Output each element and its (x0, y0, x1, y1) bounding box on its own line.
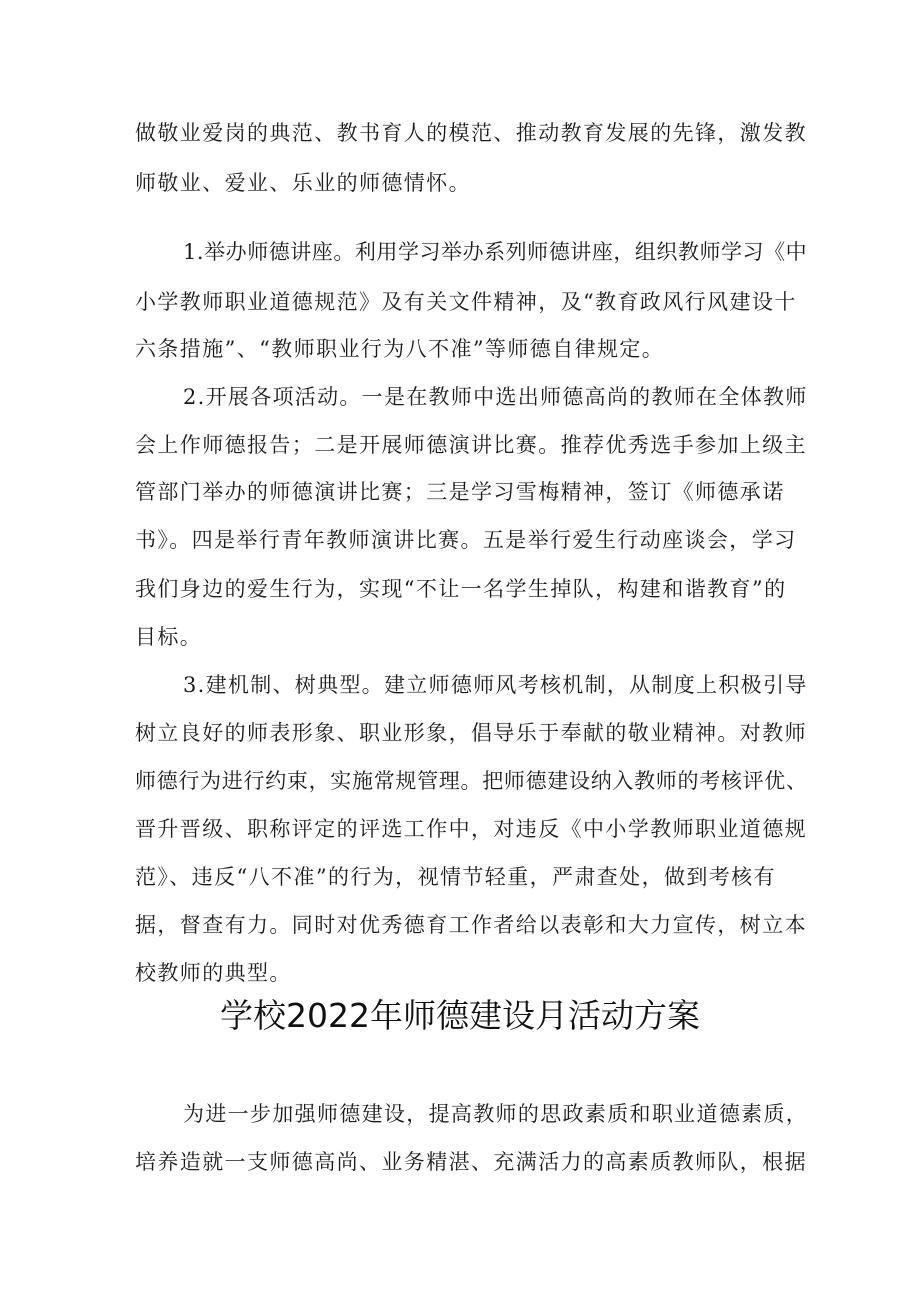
item-3-line: 据，督查有力。同时对优秀德育工作者给以表彰和大力宣传，树立本 (135, 913, 807, 937)
item-2-line: 管部门举办的师德演讲比赛；三是学习雪梅精神，签订《师德承诺 (135, 480, 785, 504)
item-3-line: 3.建机制、树典型。建立师德师风考核机制，从制度上积极引导 (183, 673, 808, 697)
document-title: 学校2022年师德建设月活动方案 (220, 996, 700, 1035)
item-3-line: 晋升晋级、职称评定的评选工作中，对违反《中小学教师职业道德规 (135, 817, 807, 841)
item-3-line: 师德行为进行约束，实施常规管理。把师德建设纳入教师的考核评优、 (135, 769, 808, 793)
item-1-line: 六条措施”、“教师职业行为八不准”等师德自律规定。 (135, 337, 665, 361)
opening-line: 为进一步加强师德建设，提高教师的思政素质和职业道德素质， (183, 1102, 809, 1126)
intro-line: 做敬业爱岗的典范、教书育人的模范、推动教育发展的先锋，激发教 (135, 121, 807, 145)
item-2-line: 会上作师德报告；二是开展师德演讲比赛。推荐优秀选手参加上级主 (135, 433, 807, 457)
item-3-line: 校教师的典型。 (135, 961, 292, 985)
intro-line: 师敬业、爱业、乐业的师德情怀。 (135, 171, 471, 195)
item-2-line: 我们身边的爱生行为，实现“不让一名学生掉队，构建和谐教育”的 (135, 577, 787, 601)
item-1-line: 小学教师职业道德规范》及有关文件精神，及“教育政风行风建设十 (135, 290, 797, 314)
item-3-line: 树立良好的师表形象、职业形象，倡导乐于奉献的敬业精神。对教师 (135, 721, 807, 745)
item-2-line: 2.开展各项活动。一是在教师中选出师德高尚的教师在全体教师 (183, 385, 808, 409)
item-2-line: 目标。 (135, 625, 203, 649)
item-2-line: 书》。四是举行青年教师演讲比赛。五是举行爱生行动座谈会，学习 (135, 528, 797, 552)
item-3-line: 范》、违反“八不准”的行为，视情节轻重，严肃查处，做到考核有 (135, 865, 776, 889)
opening-line: 培养造就一支师德高尚、业务精湛、充满活力的高素质教师队，根据 (135, 1150, 807, 1174)
item-1-line: 1.举办师德讲座。利用学习举办系列师德讲座，组织教师学习《中 (183, 240, 808, 264)
